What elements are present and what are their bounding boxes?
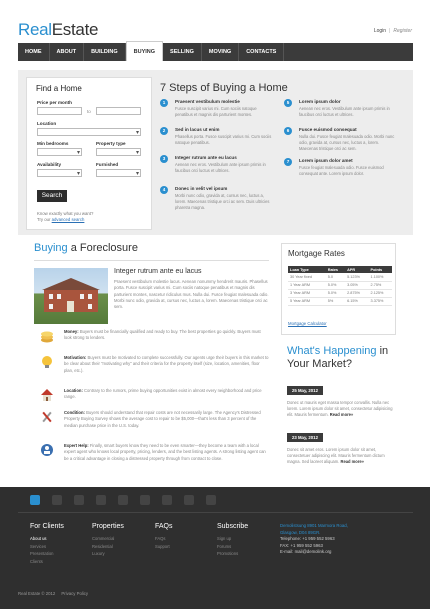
house-photo (34, 268, 108, 324)
mortgage-rates-panel (281, 243, 396, 335)
bedrooms-select[interactable] (37, 148, 82, 156)
news-item: 25 May, 2012 Donec ut mauris eget massa tempor convallis. Nulla nec lorem. Lorem ipsum dolor sit amet, consectetur adipisicing elit. Mauris fermentum. Read more» (287, 388, 393, 417)
search-button[interactable]: Search (37, 190, 67, 202)
footer-link[interactable]: Promotions (217, 551, 239, 556)
table-row: 3 Year ARM 5.0% 2.875% 2.125% (288, 289, 392, 297)
foreclosure-heading: Integer rutrum ante eu lacus (114, 268, 202, 275)
lightbulb-icon (40, 355, 54, 369)
rss-icon[interactable] (96, 495, 106, 505)
divider (34, 260, 269, 261)
to-label: to (87, 109, 91, 114)
main-nav (18, 43, 413, 61)
footer-col-properties: Properties Commercial Residential Luxury (92, 523, 124, 556)
bedrooms-label: Min bedrooms (37, 141, 69, 146)
footer-col-clients: For Clients About us Services Presentation Clients (30, 523, 64, 564)
money-icon (40, 329, 54, 343)
happening-title: What's Happening in Your Market? (287, 345, 389, 370)
footer-col-faqs: FAQs FAQs Support (155, 523, 173, 549)
footer-link[interactable]: Commercial (92, 536, 115, 541)
login-link[interactable]: Login (373, 28, 387, 34)
price-label: Price per month (37, 100, 72, 105)
location-select[interactable] (37, 128, 141, 136)
tools-icon (40, 410, 54, 424)
news-date: 25 May, 2012 (287, 386, 323, 395)
price-max-input[interactable] (96, 107, 141, 115)
advanced-search-hint: Know exactly what you want? Try our advanced search (37, 211, 94, 222)
news-item: 23 May, 2012 Donec sit amet eros. Lorem ipsum dolor sit amet, consectetuer adipiscing elit. Mauris fermentum dictum magna. Sed laoreet aliquam. Read more» (287, 435, 385, 464)
read-more-link[interactable]: Read more» (340, 459, 364, 464)
nav-home[interactable]: HOME (18, 43, 50, 61)
availability-select[interactable] (37, 169, 82, 177)
flickr-icon[interactable] (206, 495, 216, 505)
footer-link[interactable]: Sign up (217, 536, 232, 541)
house-icon (40, 388, 54, 402)
table-row: 5 Year ARM 5% 6.15% 3.375% (288, 297, 392, 305)
steps-panel: 7 Steps of Buying a Home 1 Praesent vestibulum molestie Fusce suscipit varius mi. Cum sociis natoque penatibus et magnis dis parturient montes. 2 Sed in lacus ut enim Phasellus porta. Fusce suscipit varius mi. Cum sociis natoque penatibus. 3 Integer rutrum ante eu lacus Aenean nec eros. Vestibulum ante ipsum primis in faucibus orci luctus et ultrices. 4 Donec in velit vel ipsum Morbi nunc odio, gravida at, cursus nec, luctus a, lorem. Maecenas tristique orci ac sem. Duis ultricies pharetra magna. 5 Lorem ipsum dolor Aenean nec eros. Vestibulum ante ipsum primis in faucibus orci luctus et ultrices. 6 Fusce euismod consequat Nulla dui. Fusce feugiat malesuada odio. Morbi nunc odio, gravida at, cursus nec, luctus a, lorem. Maecenas tristique orci ac sem. 7 Lorem ipsum dolor amet Fusce feugiat malesuada odio. Fusce euismod consequat ante. Lorem ipsum dolor. (160, 82, 395, 210)
footer-link[interactable]: Forums (217, 543, 232, 549)
location-label: Location (37, 121, 57, 126)
register-link[interactable]: Register (393, 28, 412, 34)
foreclosure-body: Praesent vestibulum molestie lacus. Aenean nonummy hendrerit mauris. Phasellus porta. Fusce suscipit varius mi. Cum sociis natoque penatibus et magnis dis parturient montes, nascetur ridiculus mus. Nulla dui. Fusce feugiat malesuada odio. Morbi nunc odio, gravida at, cursus nec, luctus a, lorem. Maecenas tristique orci ac sem. (114, 279, 269, 310)
logo[interactable]: RealEstate (18, 20, 99, 39)
table-row: 30 Year fixed 5.0 5.123% 1.100% (288, 273, 392, 281)
table-row: 1 Year ARM 5.0% 3.05% 2.75% (288, 281, 392, 289)
footer-link[interactable]: Luxury (92, 551, 105, 556)
myspace-icon[interactable] (184, 495, 194, 505)
furnished-label: Furnished (96, 162, 119, 167)
facebook-icon[interactable] (74, 495, 84, 505)
footer-link[interactable]: About us (30, 536, 47, 541)
find-home-title: Find a Home (36, 84, 82, 93)
news-date: 23 May, 2012 (287, 433, 323, 442)
availability-label: Availability (37, 162, 62, 167)
login-links (374, 28, 412, 34)
mortgage-title: Mortgage Rates (288, 249, 345, 258)
email-link[interactable]: E-mail: mail@demolink.org (280, 549, 332, 554)
property-type-select[interactable] (96, 148, 141, 156)
mortgage-calculator-link[interactable]: Mortgage Calculator (288, 321, 327, 326)
delicious-icon[interactable] (162, 495, 172, 505)
privacy-link[interactable]: Privacy Policy (61, 591, 89, 596)
footer-link[interactable]: Presentation (30, 551, 54, 556)
nav-moving[interactable]: MOVING (202, 43, 239, 61)
nav-buying[interactable]: BUYING (126, 41, 163, 61)
separator: | (389, 28, 391, 34)
logo-icon[interactable] (30, 495, 40, 505)
furnished-select[interactable] (96, 169, 141, 177)
footer-link[interactable]: Support (155, 543, 170, 549)
digg-icon[interactable] (118, 495, 128, 505)
steps-title: 7 Steps of Buying a Home (160, 82, 288, 94)
expert-icon (40, 443, 54, 457)
nav-selling[interactable]: SELLING (163, 43, 202, 61)
linkedin-icon[interactable] (140, 495, 150, 505)
copyright: Real Estate © 2012 Privacy Policy (18, 591, 89, 596)
mortgage-table (288, 266, 392, 306)
foreclosure-title: Buying a Foreclosure (34, 242, 138, 254)
nav-building[interactable]: BUILDING (84, 43, 126, 61)
header (0, 0, 430, 78)
property-type-label: Property type (96, 141, 126, 146)
advanced-search-link[interactable]: advanced search (51, 217, 85, 222)
find-home-panel (26, 77, 152, 230)
footer-contact: Demolistsung 8901 Marmora Road, Glasgow, D04 89GR. Telephone: +1 959 552 5963 FAX: +1 959 552 5963 E-mail: mail@demolink.org (280, 523, 348, 554)
nav-about[interactable]: ABOUT (50, 43, 85, 61)
read-more-link[interactable]: Read more» (329, 412, 354, 417)
table-header-row: Loan Type Rates APR Points (288, 266, 392, 273)
footer-col-subscribe: Subscribe Sign up Forums Promotions (217, 523, 249, 556)
footer-link[interactable]: Residential (92, 543, 113, 549)
nav-contacts[interactable]: CONTACTS (239, 43, 284, 61)
footer-link[interactable]: Clients (30, 558, 43, 564)
twitter-icon[interactable] (52, 495, 62, 505)
footer-link[interactable]: Services (30, 543, 47, 549)
footer-link[interactable]: FAQs (155, 536, 166, 541)
price-min-input[interactable] (37, 107, 82, 115)
